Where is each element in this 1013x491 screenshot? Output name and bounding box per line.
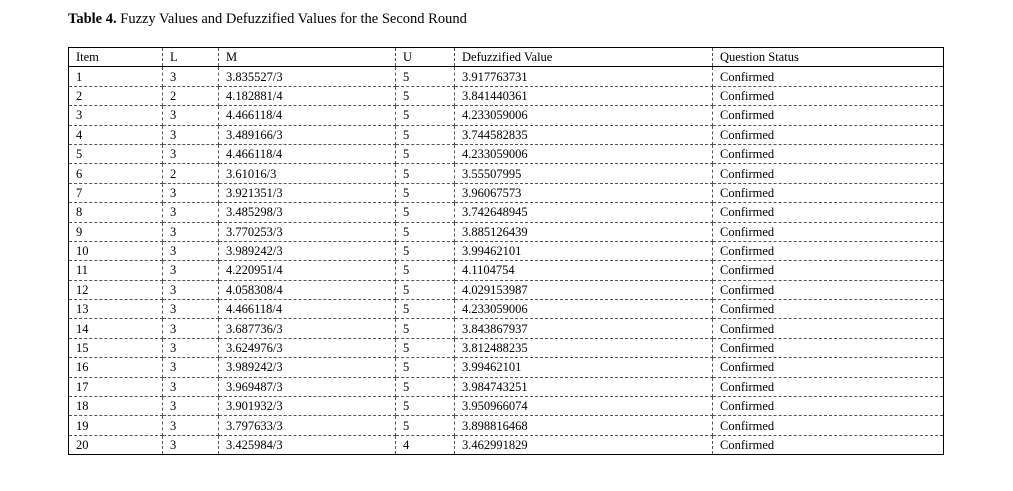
question-status-cell: Confirmed xyxy=(713,203,944,222)
defuzzified-value-cell: 4.233059006 xyxy=(455,300,713,319)
l-cell: 3 xyxy=(163,125,219,144)
header-m: M xyxy=(219,48,396,67)
m-cell: 3.61016/3 xyxy=(219,164,396,183)
table-row xyxy=(69,319,944,338)
question-status-cell: Confirmed xyxy=(713,125,944,144)
table-row xyxy=(69,416,944,435)
l-cell: 3 xyxy=(163,261,219,280)
item-cell: 9 xyxy=(69,222,163,241)
table-row xyxy=(69,144,944,163)
m-cell: 4.182881/4 xyxy=(219,86,396,105)
l-cell: 3 xyxy=(163,106,219,125)
l-cell: 3 xyxy=(163,144,219,163)
table-row xyxy=(69,203,944,222)
defuzzified-value-cell: 4.1104754 xyxy=(455,261,713,280)
l-cell: 3 xyxy=(163,416,219,435)
question-status-cell: Confirmed xyxy=(713,280,944,299)
l-cell: 2 xyxy=(163,86,219,105)
header-u: U xyxy=(396,48,455,67)
item-cell: 6 xyxy=(69,164,163,183)
question-status-cell: Confirmed xyxy=(713,106,944,125)
m-cell: 3.624976/3 xyxy=(219,338,396,357)
defuzzified-value-cell: 3.984743251 xyxy=(455,377,713,396)
item-cell: 16 xyxy=(69,358,163,377)
m-cell: 4.466118/4 xyxy=(219,300,396,319)
question-status-cell: Confirmed xyxy=(713,416,944,435)
item-cell: 1 xyxy=(69,67,163,86)
l-cell: 3 xyxy=(163,241,219,260)
defuzzified-value-cell: 4.029153987 xyxy=(455,280,713,299)
table-row xyxy=(69,67,944,86)
question-status-cell: Confirmed xyxy=(713,319,944,338)
u-cell: 5 xyxy=(396,358,455,377)
m-cell: 3.489166/3 xyxy=(219,125,396,144)
item-cell: 10 xyxy=(69,241,163,260)
item-cell: 11 xyxy=(69,261,163,280)
question-status-cell: Confirmed xyxy=(713,67,944,86)
u-cell: 5 xyxy=(396,280,455,299)
item-cell: 3 xyxy=(69,106,163,125)
table-row xyxy=(69,280,944,299)
defuzzified-value-cell: 3.950966074 xyxy=(455,397,713,416)
question-status-cell: Confirmed xyxy=(713,261,944,280)
m-cell: 3.835527/3 xyxy=(219,67,396,86)
header-l: L xyxy=(163,48,219,67)
m-cell: 3.989242/3 xyxy=(219,358,396,377)
table-row xyxy=(69,397,944,416)
m-cell: 3.770253/3 xyxy=(219,222,396,241)
m-cell: 3.687736/3 xyxy=(219,319,396,338)
l-cell: 3 xyxy=(163,280,219,299)
table-row xyxy=(69,222,944,241)
table-row xyxy=(69,377,944,396)
header-row xyxy=(69,48,944,67)
question-status-cell: Confirmed xyxy=(713,183,944,202)
header-item: Item xyxy=(69,48,163,67)
l-cell: 3 xyxy=(163,338,219,357)
l-cell: 3 xyxy=(163,319,219,338)
item-cell: 2 xyxy=(69,86,163,105)
l-cell: 3 xyxy=(163,377,219,396)
defuzzified-value-cell: 3.885126439 xyxy=(455,222,713,241)
u-cell: 5 xyxy=(396,377,455,396)
item-cell: 8 xyxy=(69,203,163,222)
table-caption-text: Fuzzy Values and Defuzzified Values for the Second Round xyxy=(116,11,467,27)
defuzzified-value-cell: 3.812488235 xyxy=(455,338,713,357)
question-status-cell: Confirmed xyxy=(713,86,944,105)
defuzzified-value-cell: 4.233059006 xyxy=(455,144,713,163)
m-cell: 3.969487/3 xyxy=(219,377,396,396)
table-row xyxy=(69,125,944,144)
item-cell: 4 xyxy=(69,125,163,144)
defuzzified-value-cell: 4.233059006 xyxy=(455,106,713,125)
m-cell: 4.466118/4 xyxy=(219,144,396,163)
table-row xyxy=(69,435,944,454)
question-status-cell: Confirmed xyxy=(713,241,944,260)
m-cell: 4.058308/4 xyxy=(219,280,396,299)
l-cell: 2 xyxy=(163,164,219,183)
table-row xyxy=(69,86,944,105)
l-cell: 3 xyxy=(163,203,219,222)
question-status-cell: Confirmed xyxy=(713,222,944,241)
m-cell: 3.797633/3 xyxy=(219,416,396,435)
l-cell: 3 xyxy=(163,183,219,202)
u-cell: 5 xyxy=(396,86,455,105)
item-cell: 12 xyxy=(69,280,163,299)
table-body xyxy=(69,67,944,455)
l-cell: 3 xyxy=(163,358,219,377)
defuzzified-value-cell: 3.99462101 xyxy=(455,358,713,377)
fuzzy-values-table xyxy=(68,47,944,455)
item-cell: 18 xyxy=(69,397,163,416)
u-cell: 5 xyxy=(396,261,455,280)
l-cell: 3 xyxy=(163,397,219,416)
defuzzified-value-cell: 3.96067573 xyxy=(455,183,713,202)
question-status-cell: Confirmed xyxy=(713,144,944,163)
u-cell: 5 xyxy=(396,125,455,144)
question-status-cell: Confirmed xyxy=(713,358,944,377)
defuzzified-value-cell: 3.99462101 xyxy=(455,241,713,260)
question-status-cell: Confirmed xyxy=(713,300,944,319)
l-cell: 3 xyxy=(163,300,219,319)
u-cell: 5 xyxy=(396,164,455,183)
table-caption-label: Table 4. xyxy=(68,11,117,27)
header-question-status: Question Status xyxy=(713,48,944,67)
question-status-cell: Confirmed xyxy=(713,338,944,357)
u-cell: 5 xyxy=(396,319,455,338)
defuzzified-value-cell: 3.55507995 xyxy=(455,164,713,183)
table-row xyxy=(69,300,944,319)
defuzzified-value-cell: 3.917763731 xyxy=(455,67,713,86)
m-cell: 3.989242/3 xyxy=(219,241,396,260)
u-cell: 5 xyxy=(396,338,455,357)
u-cell: 5 xyxy=(396,183,455,202)
question-status-cell: Confirmed xyxy=(713,377,944,396)
defuzzified-value-cell: 3.744582835 xyxy=(455,125,713,144)
item-cell: 14 xyxy=(69,319,163,338)
u-cell: 5 xyxy=(396,241,455,260)
item-cell: 13 xyxy=(69,300,163,319)
u-cell: 5 xyxy=(396,397,455,416)
u-cell: 5 xyxy=(396,106,455,125)
defuzzified-value-cell: 3.462991829 xyxy=(455,435,713,454)
m-cell: 3.425984/3 xyxy=(219,435,396,454)
m-cell: 4.220951/4 xyxy=(219,261,396,280)
defuzzified-value-cell: 3.742648945 xyxy=(455,203,713,222)
table-row xyxy=(69,106,944,125)
item-cell: 20 xyxy=(69,435,163,454)
table-row xyxy=(69,164,944,183)
question-status-cell: Confirmed xyxy=(713,164,944,183)
question-status-cell: Confirmed xyxy=(713,397,944,416)
l-cell: 3 xyxy=(163,222,219,241)
u-cell: 5 xyxy=(396,416,455,435)
u-cell: 5 xyxy=(396,144,455,163)
m-cell: 3.901932/3 xyxy=(219,397,396,416)
defuzzified-value-cell: 3.841440361 xyxy=(455,86,713,105)
item-cell: 19 xyxy=(69,416,163,435)
table-row xyxy=(69,261,944,280)
u-cell: 5 xyxy=(396,67,455,86)
item-cell: 17 xyxy=(69,377,163,396)
defuzzified-value-cell: 3.898816468 xyxy=(455,416,713,435)
u-cell: 5 xyxy=(396,222,455,241)
item-cell: 7 xyxy=(69,183,163,202)
table-row xyxy=(69,241,944,260)
u-cell: 4 xyxy=(396,435,455,454)
question-status-cell: Confirmed xyxy=(713,435,944,454)
defuzzified-value-cell: 3.843867937 xyxy=(455,319,713,338)
m-cell: 3.485298/3 xyxy=(219,203,396,222)
table-row xyxy=(69,358,944,377)
item-cell: 5 xyxy=(69,144,163,163)
l-cell: 3 xyxy=(163,435,219,454)
table-caption xyxy=(68,11,467,28)
table-row xyxy=(69,183,944,202)
u-cell: 5 xyxy=(396,203,455,222)
m-cell: 3.921351/3 xyxy=(219,183,396,202)
u-cell: 5 xyxy=(396,300,455,319)
item-cell: 15 xyxy=(69,338,163,357)
l-cell: 3 xyxy=(163,67,219,86)
m-cell: 4.466118/4 xyxy=(219,106,396,125)
table-row xyxy=(69,338,944,357)
header-defuzzified-value: Defuzzified Value xyxy=(455,48,713,67)
